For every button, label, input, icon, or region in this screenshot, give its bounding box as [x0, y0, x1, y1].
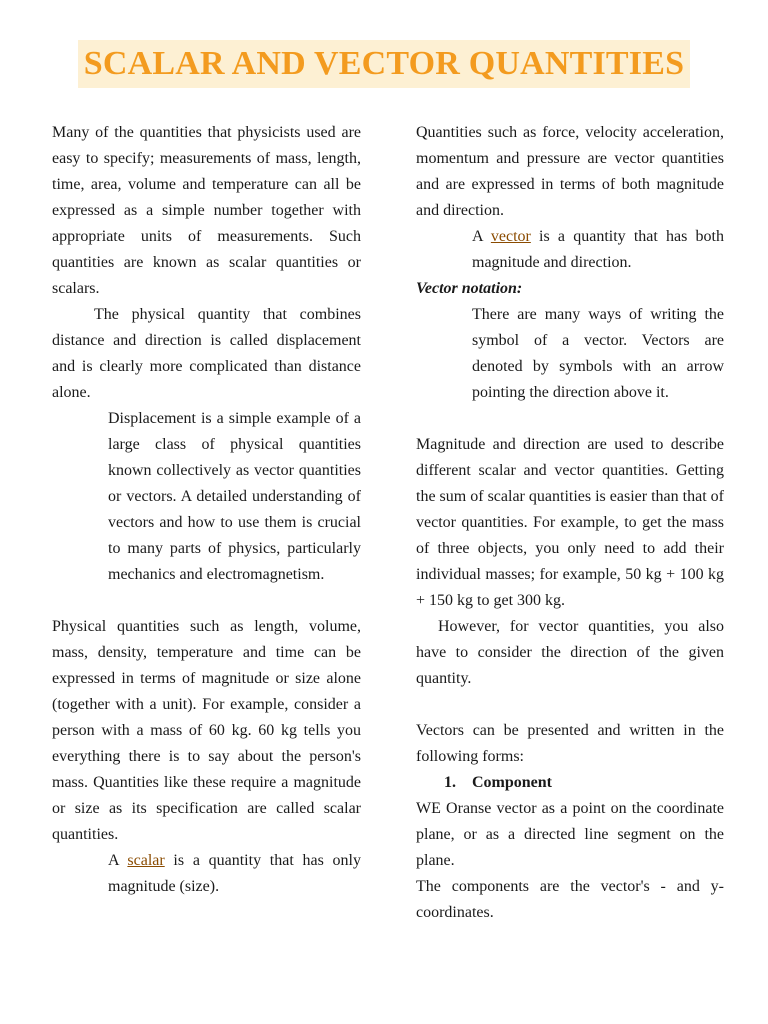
left-paragraph-4: Physical quantities such as length, volume, mass, density, temperature and time can be expressed in terms of magnitude or size alone (together with a unit). For example, consider a person with a mass of 60 kg. 60 kg tells you everything there is to say about the person's mass. Quantities like these require a magnitude or size as its specification are called scalar quantities. [52, 618, 361, 843]
list-number: 1. [444, 774, 456, 791]
scalar-def-suffix: is a quantity that has only magnitude (size). [108, 852, 361, 895]
vector-notation-heading: Vector notation: [416, 280, 523, 297]
vector-def-prefix: A [472, 228, 491, 245]
left-paragraph-3: Displacement is a simple example of a large class of physical quantities known collectively as vector quantities or vectors. A detailed understanding of vectors and how to use them is crucial to many parts of physics, particularly mechanics and electromagnetism. [108, 410, 361, 583]
list-item-component [416, 770, 724, 796]
right-paragraph-3: Magnitude and direction are used to describe different scalar and vector quantities. Getting the sum of scalar quantities is easier than that of vector quantities. For example, to get the mass of three objects, you only need to add their individual masses; for example, 50 kg + 100 kg + 150 kg to get 300 kg. [416, 436, 724, 609]
right-paragraph-7: The components are the vector's - and y-coordinates. [416, 878, 724, 921]
right-paragraph-6: WE Oranse vector as a point on the coordinate plane, or as a directed line segment on the plane. [416, 800, 724, 869]
scalar-def-prefix: A [108, 852, 128, 869]
spacer [416, 406, 724, 432]
right-column [416, 120, 724, 926]
page-title: SCALAR AND VECTOR QUANTITIES [78, 40, 690, 88]
left-paragraph-2: The physical quantity that combines distance and direction is called displacement and is clearly more complicated than distance alone. [52, 306, 361, 401]
scalar-link[interactable]: scalar [127, 852, 165, 869]
scalar-definition [52, 848, 361, 900]
left-column [52, 120, 361, 900]
vector-link[interactable]: vector [490, 228, 531, 245]
right-paragraph-1: Quantities such as force, velocity acceleration, momentum and pressure are vector quantities and are expressed in terms of both magnitude and direction. [416, 124, 724, 219]
right-paragraph-4: However, for vector quantities, you also have to consider the direction of the given quantity. [416, 618, 724, 687]
spacer [52, 588, 361, 614]
spacer [416, 692, 724, 718]
vector-def-suffix: is a quantity that has both magnitude and direction. [472, 228, 725, 271]
vector-notation-text: There are many ways of writing the symbol of a vector. Vectors are denoted by symbols with an arrow pointing the direction above it. [472, 306, 724, 401]
right-paragraph-5: Vectors can be presented and written in the following forms: [416, 722, 724, 765]
left-paragraph-1: Many of the quantities that physicists used are easy to specify; measurements of mass, length, time, area, volume and temperature can all be expressed as a simple number together with appropriate units of measurements. Such quantities are known as scalar quantities or scalars. [52, 124, 361, 297]
vector-definition [416, 224, 724, 276]
title-wrap [0, 40, 768, 88]
list-label: Component [472, 774, 553, 791]
